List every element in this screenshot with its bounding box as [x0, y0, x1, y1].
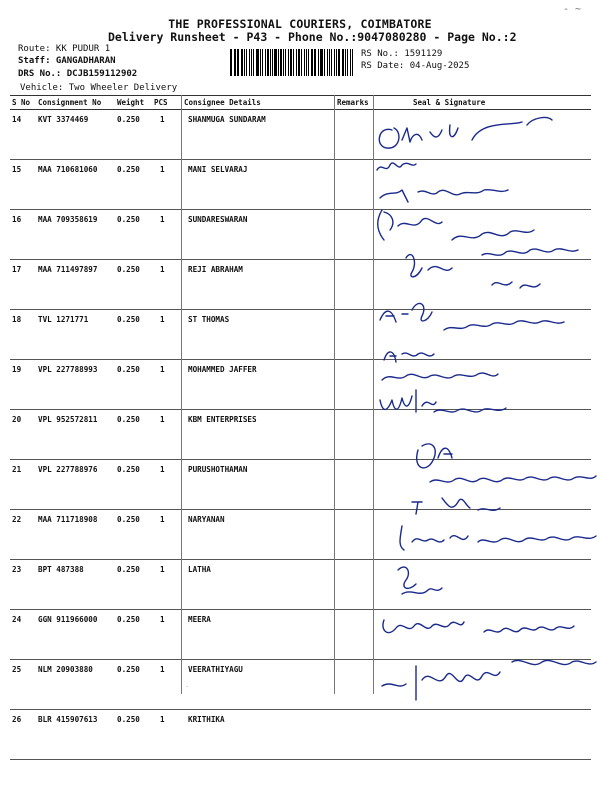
barcode-bar	[347, 49, 348, 76]
consignment-number: TVL 1271771	[36, 310, 115, 360]
barcode-bar	[230, 49, 232, 76]
barcode-bar	[283, 49, 284, 76]
consignment-number: BPT 487388	[36, 560, 115, 610]
barcode-bar	[306, 49, 308, 76]
barcode-bar	[352, 49, 353, 76]
barcode-bar	[314, 49, 315, 76]
weight-value: 0.250	[115, 460, 152, 510]
barcode-bar	[329, 49, 330, 76]
barcode-bar	[336, 49, 337, 76]
sno-cell: 19	[10, 360, 36, 410]
barcode-bar	[267, 49, 269, 76]
pieces-count: 1	[152, 410, 182, 460]
barcode-bar	[278, 49, 279, 76]
col-header-sno: S No	[10, 96, 36, 110]
consignee-name: MANI SELVARAJ	[182, 160, 335, 210]
pieces-count: 1	[152, 710, 182, 760]
consignment-number: NLM 20903880	[36, 660, 115, 710]
consignee-name: MOHAMMED JAFFER	[182, 360, 335, 410]
route-label: Route: KK PUDUR 1	[18, 44, 111, 54]
barcode-bar	[253, 49, 254, 76]
signature-row-23	[400, 526, 596, 550]
pieces-count: 1	[152, 160, 182, 210]
signature-row-20	[380, 390, 506, 412]
consignee-name: REJI ABRAHAM	[182, 260, 335, 310]
signature-row-19	[382, 352, 498, 380]
weight-value: 0.250	[115, 260, 152, 310]
pieces-count: 1	[152, 110, 182, 160]
consignee-name: VEERATHIYAGU	[182, 660, 335, 710]
weight-value: 0.250	[115, 210, 152, 260]
signature-row-14	[379, 118, 552, 149]
consignee-name: KBM ENTERPRISES	[182, 410, 335, 460]
pieces-count: 1	[152, 260, 182, 310]
signature-row-25	[383, 620, 574, 633]
signature-row-16	[378, 210, 534, 240]
column-divider	[334, 95, 335, 694]
signature-row-17	[406, 249, 578, 288]
column-divider	[181, 95, 182, 694]
barcode-bar	[265, 49, 266, 76]
signature-row-21	[417, 444, 452, 468]
consignee-name: NARYANAN	[182, 510, 335, 560]
consignee-name: SHANMUGA SUNDARAM	[182, 110, 335, 160]
barcode-bar	[256, 49, 258, 76]
sno-cell: 17	[10, 260, 36, 310]
scan-mark: - ~	[563, 4, 582, 15]
barcode-bar	[304, 49, 305, 76]
barcode-bar	[249, 49, 250, 76]
barcode-bar	[350, 49, 352, 76]
runsheet-title: Delivery Runsheet - P43 - Phone No.:9047080280 - Page No.:2	[108, 30, 517, 44]
barcode-bar	[338, 49, 340, 76]
consignee-name: ST THOMAS	[182, 310, 335, 360]
rs-number: RS No.: 1591129	[361, 49, 443, 59]
barcode-bar	[298, 49, 300, 76]
weight-value: 0.250	[115, 410, 152, 460]
signature-row-26	[382, 660, 596, 700]
consignment-number: MAA 711497897	[36, 260, 115, 310]
company-name: THE PROFESSIONAL COURIERS, COIMBATORE	[168, 17, 432, 31]
barcode-bar	[235, 49, 236, 76]
handwritten-signatures	[372, 110, 600, 710]
sno-cell: 25	[10, 660, 36, 710]
weight-value: 0.250	[115, 510, 152, 560]
signature-row-24	[398, 567, 442, 594]
barcode-bar	[324, 49, 326, 76]
consignment-number: GGN 911966000	[36, 610, 115, 660]
drs-number: DRS No.: DCJB159112902	[18, 69, 138, 79]
consignee-name: PURUSHOTHAMAN	[182, 460, 335, 510]
barcode-bar	[296, 49, 297, 76]
consignment-number: KVT 3374469	[36, 110, 115, 160]
sno-cell: 22	[10, 510, 36, 560]
weight-value: 0.250	[115, 610, 152, 660]
sno-cell: 18	[10, 310, 36, 360]
weight-value: 0.250	[115, 160, 152, 210]
consignment-number: MAA 710681060	[36, 160, 115, 210]
consignment-number: VPL 227788993	[36, 360, 115, 410]
barcode-bar	[293, 49, 294, 76]
barcode-bar	[311, 49, 313, 76]
barcode-bar	[288, 49, 290, 76]
sno-cell: 14	[10, 110, 36, 160]
barcode-bar	[285, 49, 286, 76]
barcode-bar	[246, 49, 247, 76]
barcode-bar	[290, 49, 292, 76]
barcode-bar	[274, 49, 276, 76]
barcode-bar	[280, 49, 282, 76]
pieces-count: 1	[152, 510, 182, 560]
sno-cell: 16	[10, 210, 36, 260]
signature-cell	[389, 710, 591, 760]
barcode-bar	[334, 49, 335, 76]
consignee-name: MEERA	[182, 610, 335, 660]
barcode-bar	[320, 49, 322, 76]
weight-value: 0.250	[115, 310, 152, 360]
consignment-number: VPL 952572811	[36, 410, 115, 460]
sno-cell: 26	[10, 710, 36, 760]
sno-cell: 15	[10, 160, 36, 210]
barcode-bar	[272, 49, 273, 76]
barcode-bar	[331, 49, 333, 76]
weight-value: 0.250	[115, 110, 152, 160]
consignee-name: KRITHIKA	[182, 710, 335, 760]
consignment-number: VPL 227788976	[36, 460, 115, 510]
barcode-bar	[327, 49, 328, 76]
barcode-bar	[251, 49, 253, 76]
barcode-bar	[244, 49, 245, 76]
barcode-bar	[301, 49, 302, 76]
barcode-bar	[342, 49, 344, 76]
col-header-consignment: Consignment No	[36, 96, 115, 110]
pieces-count: 1	[152, 560, 182, 610]
barcode-bar	[270, 49, 271, 76]
consignment-number: MAA 711718908	[36, 510, 115, 560]
pieces-count: 1	[152, 210, 182, 260]
pieces-count: 1	[152, 610, 182, 660]
barcode-bar	[345, 49, 346, 76]
pieces-count: 1	[152, 460, 182, 510]
consignment-number: BLR 415907613	[36, 710, 115, 760]
barcode-bar	[241, 49, 243, 76]
pieces-count: 1	[152, 360, 182, 410]
signature-row-15	[377, 163, 508, 202]
signature-row-18	[380, 303, 564, 330]
consignee-name: LATHA	[182, 560, 335, 610]
consignee-name: SUNDARESWARAN	[182, 210, 335, 260]
barcode-bar	[262, 49, 263, 76]
col-header-consignee: Consignee Details	[182, 96, 335, 110]
barcode-bar	[237, 49, 239, 76]
staff-label: Staff: GANGADHARAN	[18, 56, 116, 66]
col-header-pcs: PCS	[152, 96, 182, 110]
weight-value: 0.250	[115, 360, 152, 410]
weight-value: 0.250	[115, 660, 152, 710]
col-header-remarks: Remarks	[335, 96, 389, 110]
barcode-bar	[234, 49, 235, 76]
col-header-signature: Seal & Signature	[389, 96, 591, 110]
weight-value: 0.250	[115, 560, 152, 610]
rs-date: RS Date: 04-Aug-2025	[361, 61, 470, 71]
barcode-bar	[318, 49, 319, 76]
sno-cell: 23	[10, 560, 36, 610]
sno-cell: 24	[10, 610, 36, 660]
vehicle-type: Vehicle: Two Wheeler Delivery	[20, 83, 178, 93]
faint-stamp: ·	[185, 683, 190, 691]
col-header-weight: Weight	[115, 96, 152, 110]
weight-value: 0.250	[115, 710, 152, 760]
barcode-bar	[260, 49, 262, 76]
table-header-row	[10, 96, 591, 110]
consignment-number: MAA 709358619	[36, 210, 115, 260]
pieces-count: 1	[152, 660, 182, 710]
pieces-count: 1	[152, 310, 182, 360]
table-row	[10, 710, 591, 760]
sno-cell: 20	[10, 410, 36, 460]
runsheet-barcode	[230, 49, 354, 76]
remarks-cell	[335, 710, 389, 760]
signature-row-22	[412, 476, 596, 514]
barcode-bar	[315, 49, 316, 76]
barcode-bar	[308, 49, 309, 76]
sno-cell: 21	[10, 460, 36, 510]
